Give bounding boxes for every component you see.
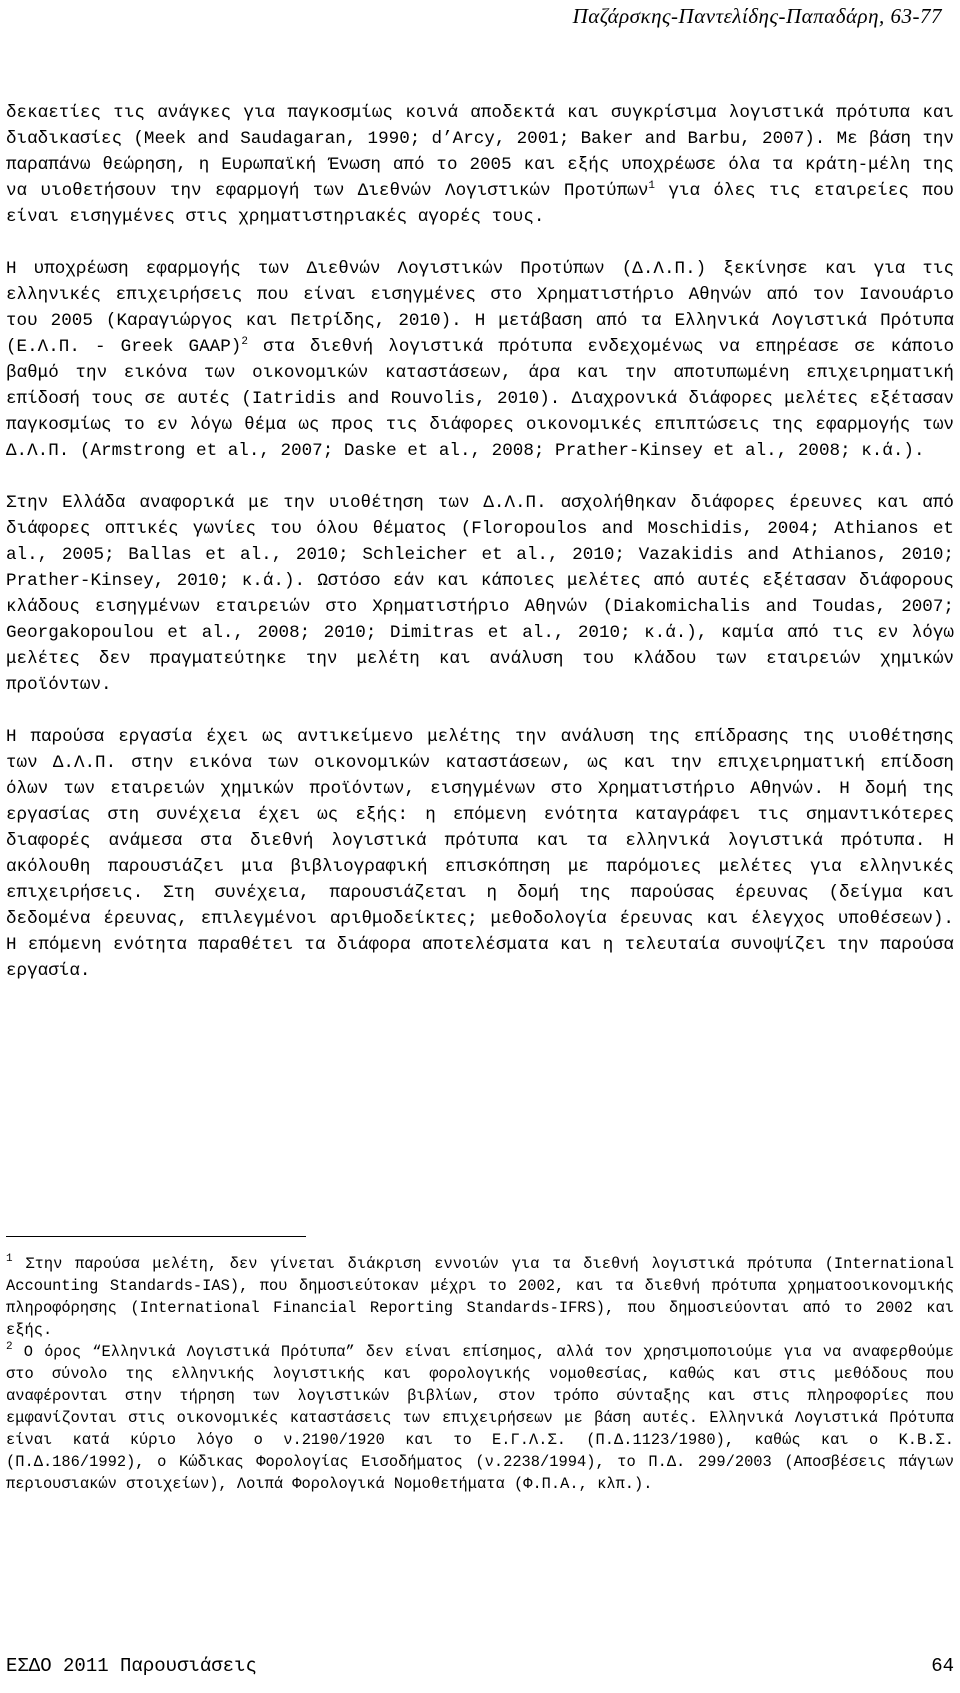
paragraph-1-text-b: για όλες τις εταιρείες που είναι εισηγμένες στις χρηματιστηριακές αγορές τους. <box>6 181 954 227</box>
paragraph-3: Στην Ελλάδα αναφορικά με την υιοθέτηση των Δ.Λ.Π. ασχολήθηκαν διάφορες έρευνες και από διάφορες οπτικές γωνίες του όλου θέματος (Floropoulos and Moschidis, 2004; Athianos et al., 2005; Ballas et al., 2010; Schleicher et al., 2010; Vazakidis and Athianos, 2010; Prather-Kinsey, 2010; κ.ά.). Ωστόσο εάν και κάποιες μελέτες από αυτές εξέτασαν διάφορους κλάδους εισηγμένων εταιρειών στο Χρηματιστήριο Αθηνών (Diakomichalis and Toudas, 2007; Georgakopoulou et al., 2008; 2010; Dimitras et al., 2010; κ.ά.), καμία από τις εν λόγω μελέτες δεν πραγματεύτηκε την μελέτη και ανάλυση του κλάδου των εταιρειών χημικών προϊόντων. <box>6 493 954 695</box>
running-head: Παζάρσκης-Παντελίδης-Παπαδάρη, 63-77 <box>572 4 942 28</box>
paragraph-1 <box>6 100 954 230</box>
paragraph-4: Η παρούσα εργασία έχει ως αντικείμενο μελέτης την ανάλυση της επίδρασης της υιοθέτησης των Δ.Λ.Π. στην εικόνα των οικονομικών καταστάσεων, ως και την επιχειρηματική επίδοση όλων των εταιρειών χημικών προϊόντων, εισηγμένων στο Χρηματιστήριο Αθηνών. Η δομή της εργασίας στη συνέχεια έχει ως εξής: η επόμενη ενότητα καταγράφει τις σημαντικότερες διαφορές ανάμεσα στα διεθνή λογιστικά πρότυπα και τα ελληνικά λογιστικά πρότυπα. Η ακόλουθη παρουσιάζει μια βιβλιογραφική επισκόπηση με παρόμοιες μελέτες για ελληνικές επιχειρήσεις. Στη συνέχεια, παρουσιάζεται η δομή της παρούσας έρευνας (δείγμα και δεδομένα έρευνας, επιλεγμένοι αριθμοδείκτες; μεθοδολογία έρευνας και έλεγχος υποθέσεων). Η επόμενη ενότητα παραθέτει τα διάφορα αποτελέσματα και η τελευταία συνοψίζει την παρούσα εργασία. <box>6 727 954 981</box>
footnote-1-number: 1 <box>6 1253 13 1265</box>
footnote-1 <box>6 1253 954 1341</box>
page-number: 64 <box>931 1655 954 1677</box>
paragraph-2 <box>6 256 954 464</box>
footnote-ref-2[interactable]: 2 <box>241 336 248 348</box>
paragraph-2-text-b: στα διεθνή λογιστικά πρότυπα ενδεχομένως να επηρέασε σε κάποιο βαθμό την εικόνα των οικονομικών καταστάσεων, άρα και την αποτυπωμένη επιχειρηματική επίδοσή τους σε αυτές (Iatridis and Rouvolis, 2010). Διαχρονικά διάφορες μελέτες εξέτασαν παγκοσμίως το εν λόγω θέμα ως προς τις διάφορες οικονομικές επιπτώσεις της εφαρμογής των Δ.Λ.Π. (Armstrong et al., 2007; Daske et al., 2008; Prather-Kinsey et al., 2008; κ.ά.). <box>6 337 955 461</box>
page-footer <box>6 1655 954 1677</box>
footer-journal: ΕΣΔΟ 2011 Παρουσιάσεις <box>6 1655 257 1677</box>
footnotes <box>6 1236 954 1495</box>
footnote-divider <box>6 1236 306 1237</box>
main-text <box>6 100 954 1010</box>
footnote-2-text: Ο όρος “Ελληνικά Λογιστικά Πρότυπα” δεν είναι επίσημος, αλλά τον χρησιμοποιούμε για να αναφερθούμε στο σύνολο της ελληνικής λογιστικής και φορολογικής νομοθεσίας, καθώς και στις μεθόδους που αναφέρονται στην τήρηση των λογιστικών βιβλίων, στον τρόπο σύνταξης και στις πληροφορίες που εμφανίζονται στις οικονομικές καταστάσεις των επιχειρήσεων με βάση αυτές. Ελληνικά Λογιστικά Πρότυπα είναι κατά κύριο λόγο ο ν.2190/1920 και το Ε.Γ.Λ.Σ. (Π.Δ.1123/1980), καθώς και ο Κ.Β.Σ. (Π.Δ.186/1992), ο Κώδικας Φορολογίας Εισοδήματος (ν.2238/1994), το Π.Δ. 299/2003 (Αποσβέσεις πάγιων περιουσιακών στοιχείων), Λοιπά Φορολογικά Νομοθετήματα (Φ.Π.Α., κλπ.). <box>6 1343 954 1493</box>
footnote-2 <box>6 1341 954 1495</box>
paragraph-1-text-a: δεκαετίες τις ανάγκες για παγκοσμίως κοινά αποδεκτά και συγκρίσιμα λογιστικά πρότυπα και διαδικασίες (Meek and Saudagaran, 1990; d’Arcy, 2001; Baker and Barbu, 2007). Με βάση την παραπάνω θεώρηση, η Ευρωπαϊκή Ένωση από το 2005 και εξής υποχρέωσε όλα τα κράτη-μέλη της να υιοθετήσουν την εφαρμογή των Διεθνών Λογιστικών Προτύπων <box>6 103 954 201</box>
footnote-2-number: 2 <box>6 1341 13 1353</box>
paragraph-2-text-a: Η υποχρέωση εφαρμογής των Διεθνών Λογιστικών Προτύπων (Δ.Λ.Π.) ξεκίνησε και για τις ελληνικές επιχειρήσεις που είναι εισηγμένες στο Χρηματιστήριο Αθηνών από τον Ιανουάριο του 2005 (Καραγιώργος και Πετρίδης, 2010). Η μετάβαση από τα Ελληνικά Λογιστικά Πρότυπα (Ε.Λ.Π. - Greek GAAP) <box>6 259 954 357</box>
footnote-1-text: Στην παρούσα μελέτη, δεν γίνεται διάκριση εννοιών για τα διεθνή λογιστικά πρότυπα (International Accounting Standards-IAS), που δημοσιεύτοκαν μέχρι το 2002, και τα διεθνή πρότυπα χρηματοοικονομικής πληροφόρησης (International Financial Reporting Standards-IFRS), που δημοσιεύονται από το 2002 και εξής. <box>6 1255 954 1339</box>
footnote-ref-1[interactable]: 1 <box>648 180 656 192</box>
